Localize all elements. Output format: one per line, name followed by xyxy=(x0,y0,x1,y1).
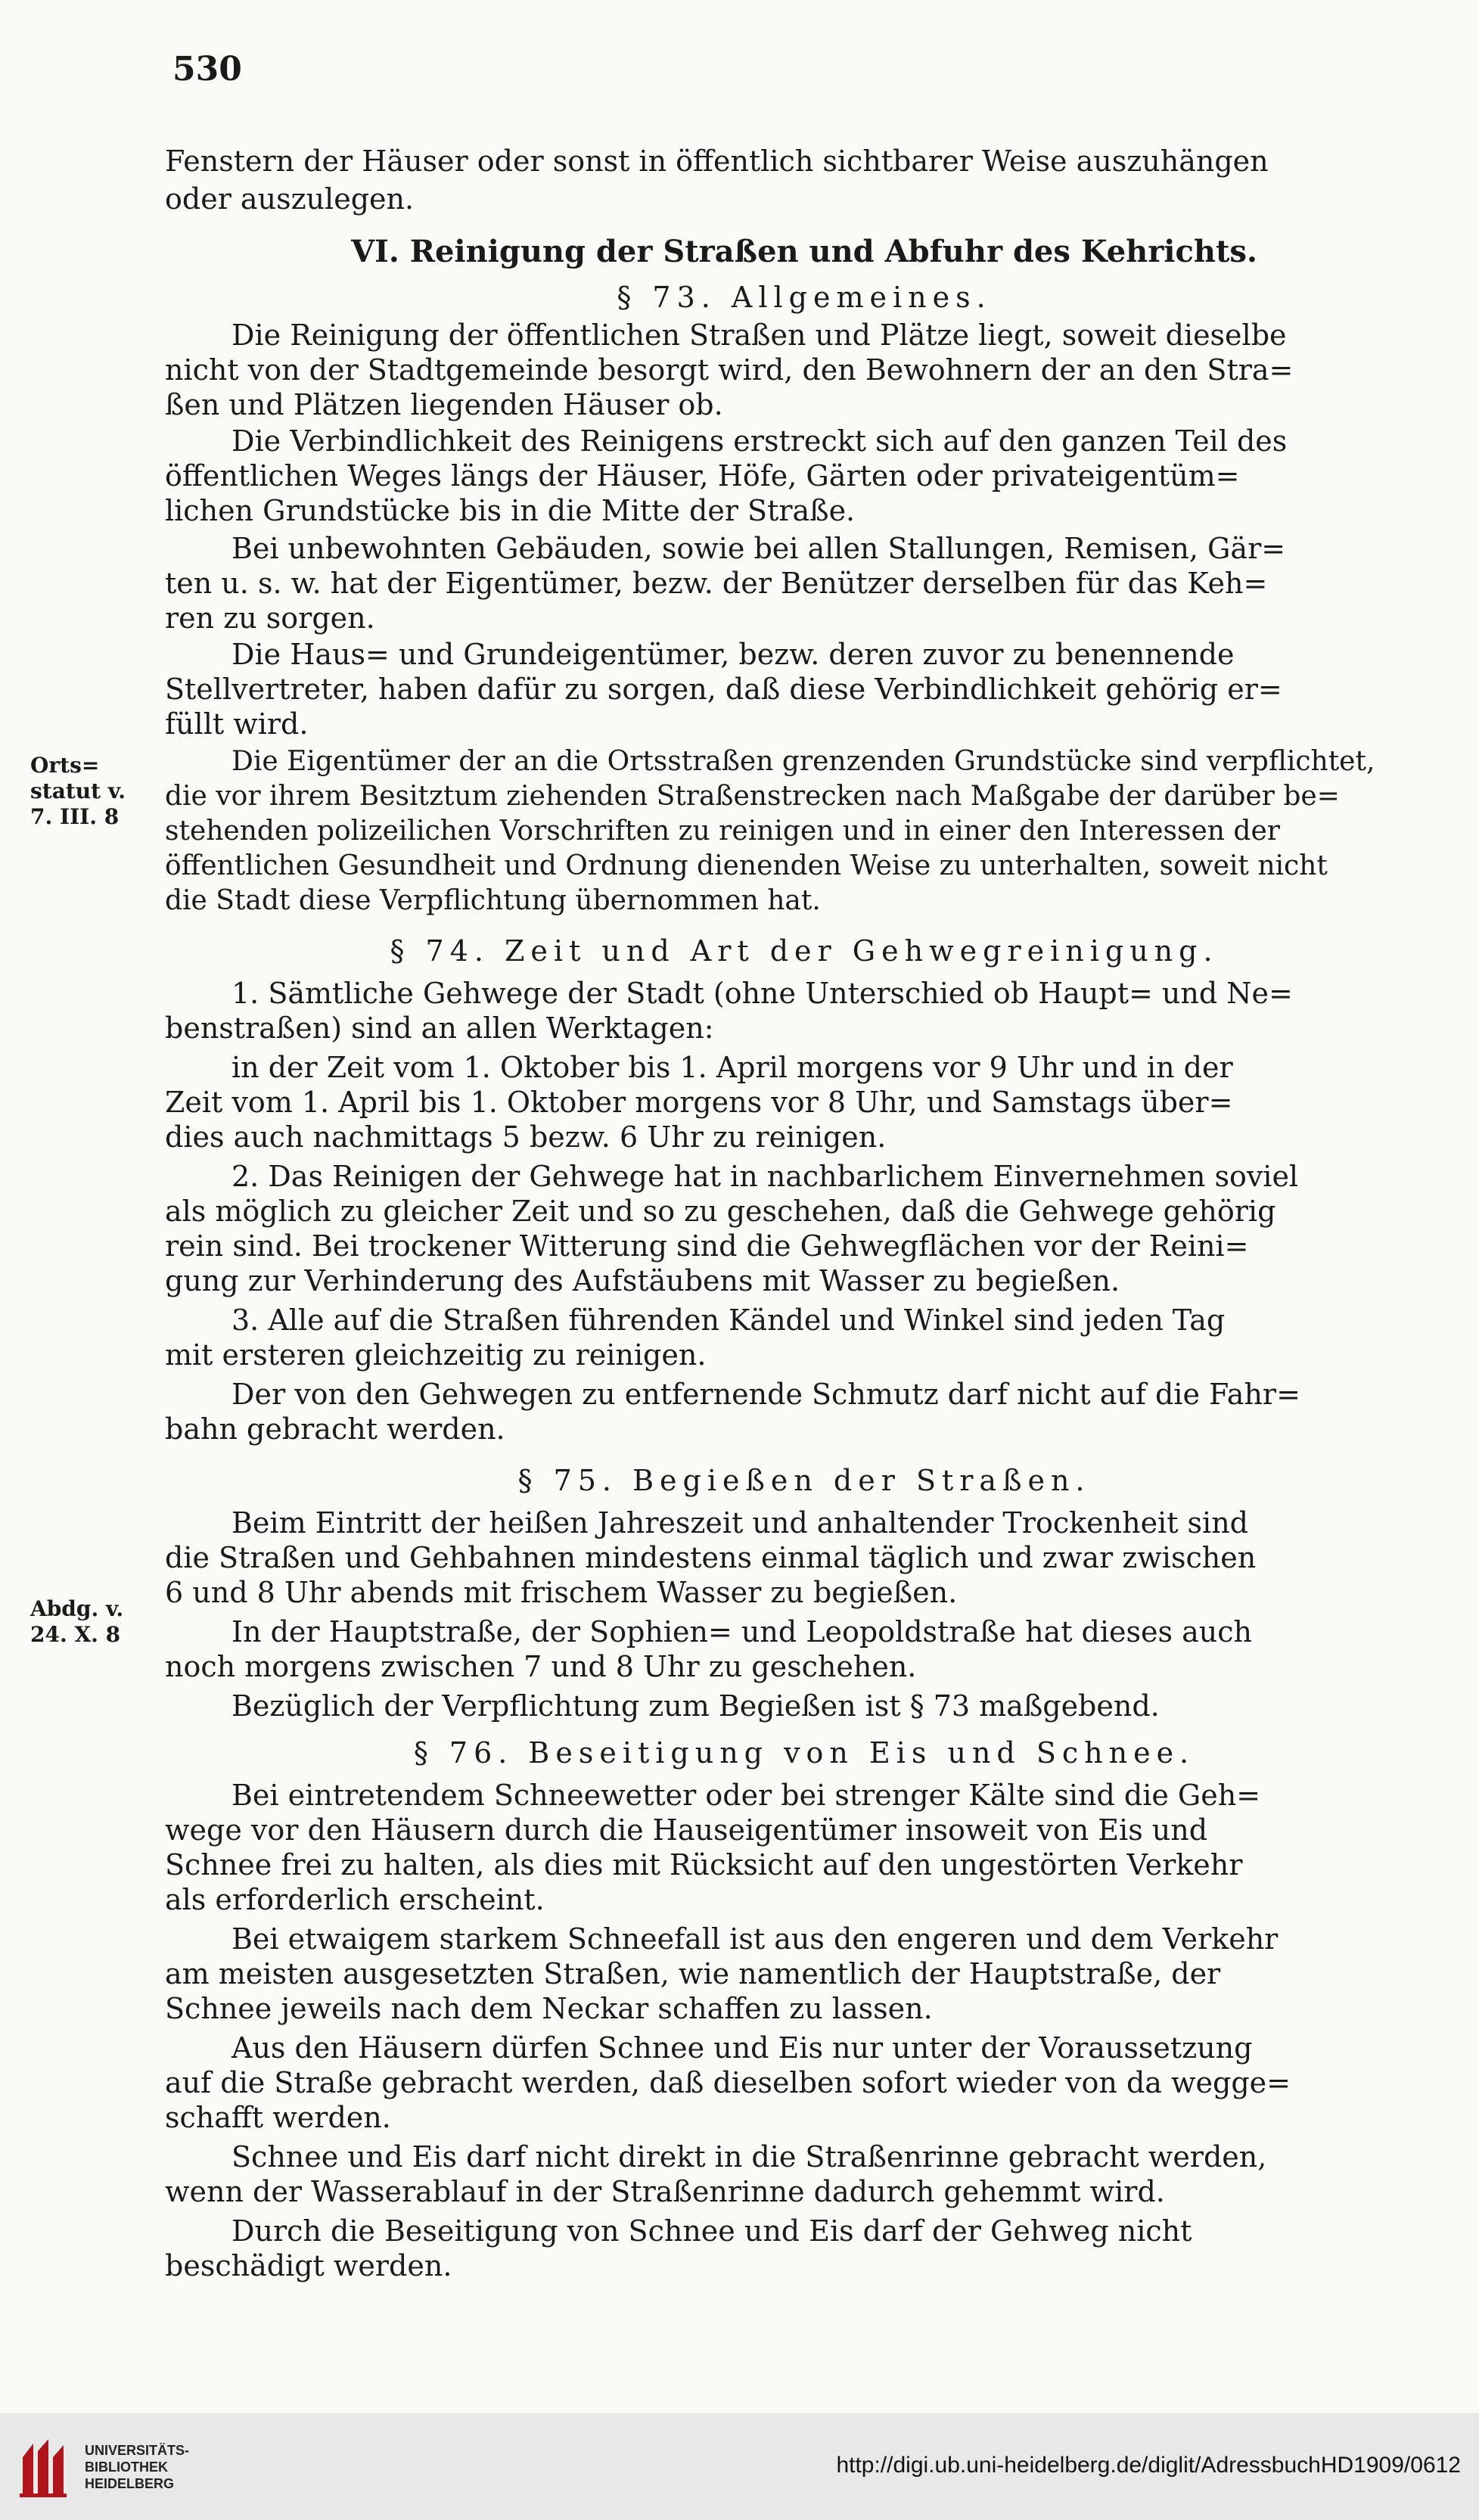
text-line: ßen und Plätzen liegenden Häuser ob. xyxy=(165,388,723,421)
text-line: 2. Das Reinigen der Gehwege hat in nachbarlichem Einvernehmen soviel xyxy=(231,1160,1299,1193)
text-line: ten u. s. w. hat der Eigentümer, bezw. der Benützer derselben für das Keh= xyxy=(165,567,1268,600)
text-line: die Straßen und Gehbahnen mindestens einmal täglich und zwar zwischen xyxy=(165,1541,1257,1574)
text-line: Die Eigentümer der an die Ortsstraßen grenzenden Grundstücke sind verpflichtet, xyxy=(231,746,1375,777)
text-line: als möglich zu gleicher Zeit und so zu geschehen, daß die Gehwege gehörig xyxy=(165,1195,1276,1228)
text-line: gung zur Verhinderung des Aufstäubens mit Wasser zu begießen. xyxy=(165,1264,1120,1297)
text-line: ren zu sorgen. xyxy=(165,601,375,635)
source-url-link[interactable]: http://digi.ub.uni-heidelberg.de/diglit/AdressbuchHD1909/0612 xyxy=(836,2453,1461,2478)
margin-note-line: Orts= xyxy=(30,753,100,778)
text-line: rein sind. Bei trockener Witterung sind die Gehwegflächen vor der Reini= xyxy=(165,1229,1249,1263)
text-line: Die Verbindlichkeit des Reinigens erstreckt sich auf den ganzen Teil des xyxy=(231,424,1288,458)
text-line: dies auch nachmittags 5 bezw. 6 Uhr zu reinigen. xyxy=(165,1120,887,1154)
text-line: oder auszulegen. xyxy=(165,182,415,216)
library-logo-text xyxy=(85,2442,189,2492)
text-line: als erforderlich erscheint. xyxy=(165,1883,545,1916)
logo-text-line: BIBLIOTHEK xyxy=(85,2459,168,2475)
text-line: schafft werden. xyxy=(165,2101,391,2134)
text-line: beschädigt werden. xyxy=(165,2249,452,2282)
text-line: In der Hauptstraße, der Sophien= und Leopoldstraße hat dieses auch xyxy=(231,1615,1252,1648)
text-line: Bezüglich der Verpflichtung zum Begießen ist § 73 maßgebend. xyxy=(231,1689,1160,1723)
text-line: die vor ihrem Besitztum ziehenden Straßenstrecken nach Maßgabe der darüber be= xyxy=(165,781,1340,812)
text-line: 1. Sämtliche Gehwege der Stadt (ohne Unterschied ob Haupt= und Ne= xyxy=(231,977,1293,1010)
section-heading: § 74. Zeit und Art der Gehwegreinigung. xyxy=(390,934,1219,968)
footer-bar xyxy=(0,2413,1479,2520)
text-line: Bei etwaigem starkem Schneefall ist aus den engeren und dem Verkehr xyxy=(231,1922,1279,1956)
text-line: Schnee und Eis darf nicht direkt in die Straßenrinne gebracht werden, xyxy=(231,2140,1267,2174)
section-heading: § 73. Allgemeines. xyxy=(617,281,992,314)
text-line: Beim Eintritt der heißen Jahreszeit und anhaltender Trockenheit sind xyxy=(231,1506,1249,1540)
university-logo-icon xyxy=(17,2435,76,2500)
text-line: Zeit vom 1. April bis 1. Oktober morgens vor 8 Uhr, und Samstags über= xyxy=(165,1086,1233,1119)
text-line: Stellvertreter, haben dafür zu sorgen, daß diese Verbindlichkeit gehörig er= xyxy=(165,673,1282,706)
page-number: 530 xyxy=(172,50,242,89)
margin-note-line: 7. III. 8 xyxy=(30,804,120,829)
text-line: in der Zeit vom 1. Oktober bis 1. April morgens vor 9 Uhr und in der xyxy=(231,1051,1233,1084)
text-line: Der von den Gehwegen zu entfernende Schmutz darf nicht auf die Fahr= xyxy=(231,1378,1300,1411)
section-heading: § 75. Begießen der Straßen. xyxy=(517,1464,1091,1497)
text-line: Fenstern der Häuser oder sonst in öffentlich sichtbarer Weise auszuhängen xyxy=(165,144,1269,178)
text-line: öffentlichen Gesundheit und Ordnung dienenden Weise zu unterhalten, soweit nicht xyxy=(165,850,1328,881)
text-line: Bei eintretendem Schneewetter oder bei strenger Kälte sind die Geh= xyxy=(231,1779,1261,1812)
text-line: Die Haus= und Grundeigentümer, bezw. deren zuvor zu benennende xyxy=(231,638,1235,671)
text-line: Schnee frei zu halten, als dies mit Rücksicht auf den ungestörten Verkehr xyxy=(165,1848,1243,1881)
text-line: noch morgens zwischen 7 und 8 Uhr zu geschehen. xyxy=(165,1650,917,1683)
text-line: Schnee jeweils nach dem Neckar schaffen zu lassen. xyxy=(165,1992,933,2025)
text-line: Bei unbewohnten Gebäuden, sowie bei allen Stallungen, Remisen, Gär= xyxy=(231,532,1286,565)
text-line: Durch die Beseitigung von Schnee und Eis darf der Gehweg nicht xyxy=(231,2214,1192,2248)
margin-note-line: statut v. xyxy=(30,778,126,803)
text-line: am meisten ausgesetzten Straßen, wie namentlich der Hauptstraße, der xyxy=(165,1957,1221,1990)
margin-note-line: 24. X. 8 xyxy=(30,1622,121,1647)
text-line: 6 und 8 Uhr abends mit frischem Wasser zu begießen. xyxy=(165,1576,958,1609)
text-line: mit ersteren gleichzeitig zu reinigen. xyxy=(165,1338,707,1372)
section-heading: § 76. Beseitigung von Eis und Schnee. xyxy=(413,1736,1195,1770)
text-line: wege vor den Häusern durch die Hauseigentümer insoweit von Eis und xyxy=(165,1813,1208,1847)
text-line: bahn gebracht werden. xyxy=(165,1412,505,1446)
text-line: benstraßen) sind an allen Werktagen: xyxy=(165,1011,714,1045)
text-line: Die Reinigung der öffentlichen Straßen und Plätze liegt, soweit dieselbe xyxy=(231,318,1287,352)
text-line: die Stadt diese Verpflichtung übernommen hat. xyxy=(165,885,821,916)
text-line: stehenden polizeilichen Vorschriften zu reinigen und in einer den Interessen der xyxy=(165,816,1280,847)
text-line: füllt wird. xyxy=(165,707,309,741)
text-line: 3. Alle auf die Straßen führenden Kändel und Winkel sind jeden Tag xyxy=(231,1304,1226,1337)
text-line: öffentlichen Weges längs der Häuser, Höfe, Gärten oder privateigentüm= xyxy=(165,459,1240,493)
text-line: wenn der Wasserablauf in der Straßenrinne dadurch gehemmt wird. xyxy=(165,2175,1165,2208)
margin-note xyxy=(30,753,159,830)
logo-text-line: HEIDELBERG xyxy=(85,2476,175,2491)
logo-text-line: UNIVERSITÄTS- xyxy=(85,2443,190,2458)
chapter-heading: VI. Reinigung der Straßen und Abfuhr des Kehrichts. xyxy=(351,235,1257,269)
text-line: lichen Grundstücke bis in die Mitte der Straße. xyxy=(165,494,856,527)
margin-note xyxy=(30,1596,159,1648)
text-line: auf die Straße gebracht werden, daß dieselben sofort wieder von da wegge= xyxy=(165,2066,1291,2099)
text-line: nicht von der Stadtgemeinde besorgt wird, den Bewohnern der an den Stra= xyxy=(165,353,1294,387)
margin-note-line: Abdg. v. xyxy=(30,1596,124,1621)
text-line: Aus den Häusern dürfen Schnee und Eis nur unter der Voraussetzung xyxy=(231,2031,1253,2065)
